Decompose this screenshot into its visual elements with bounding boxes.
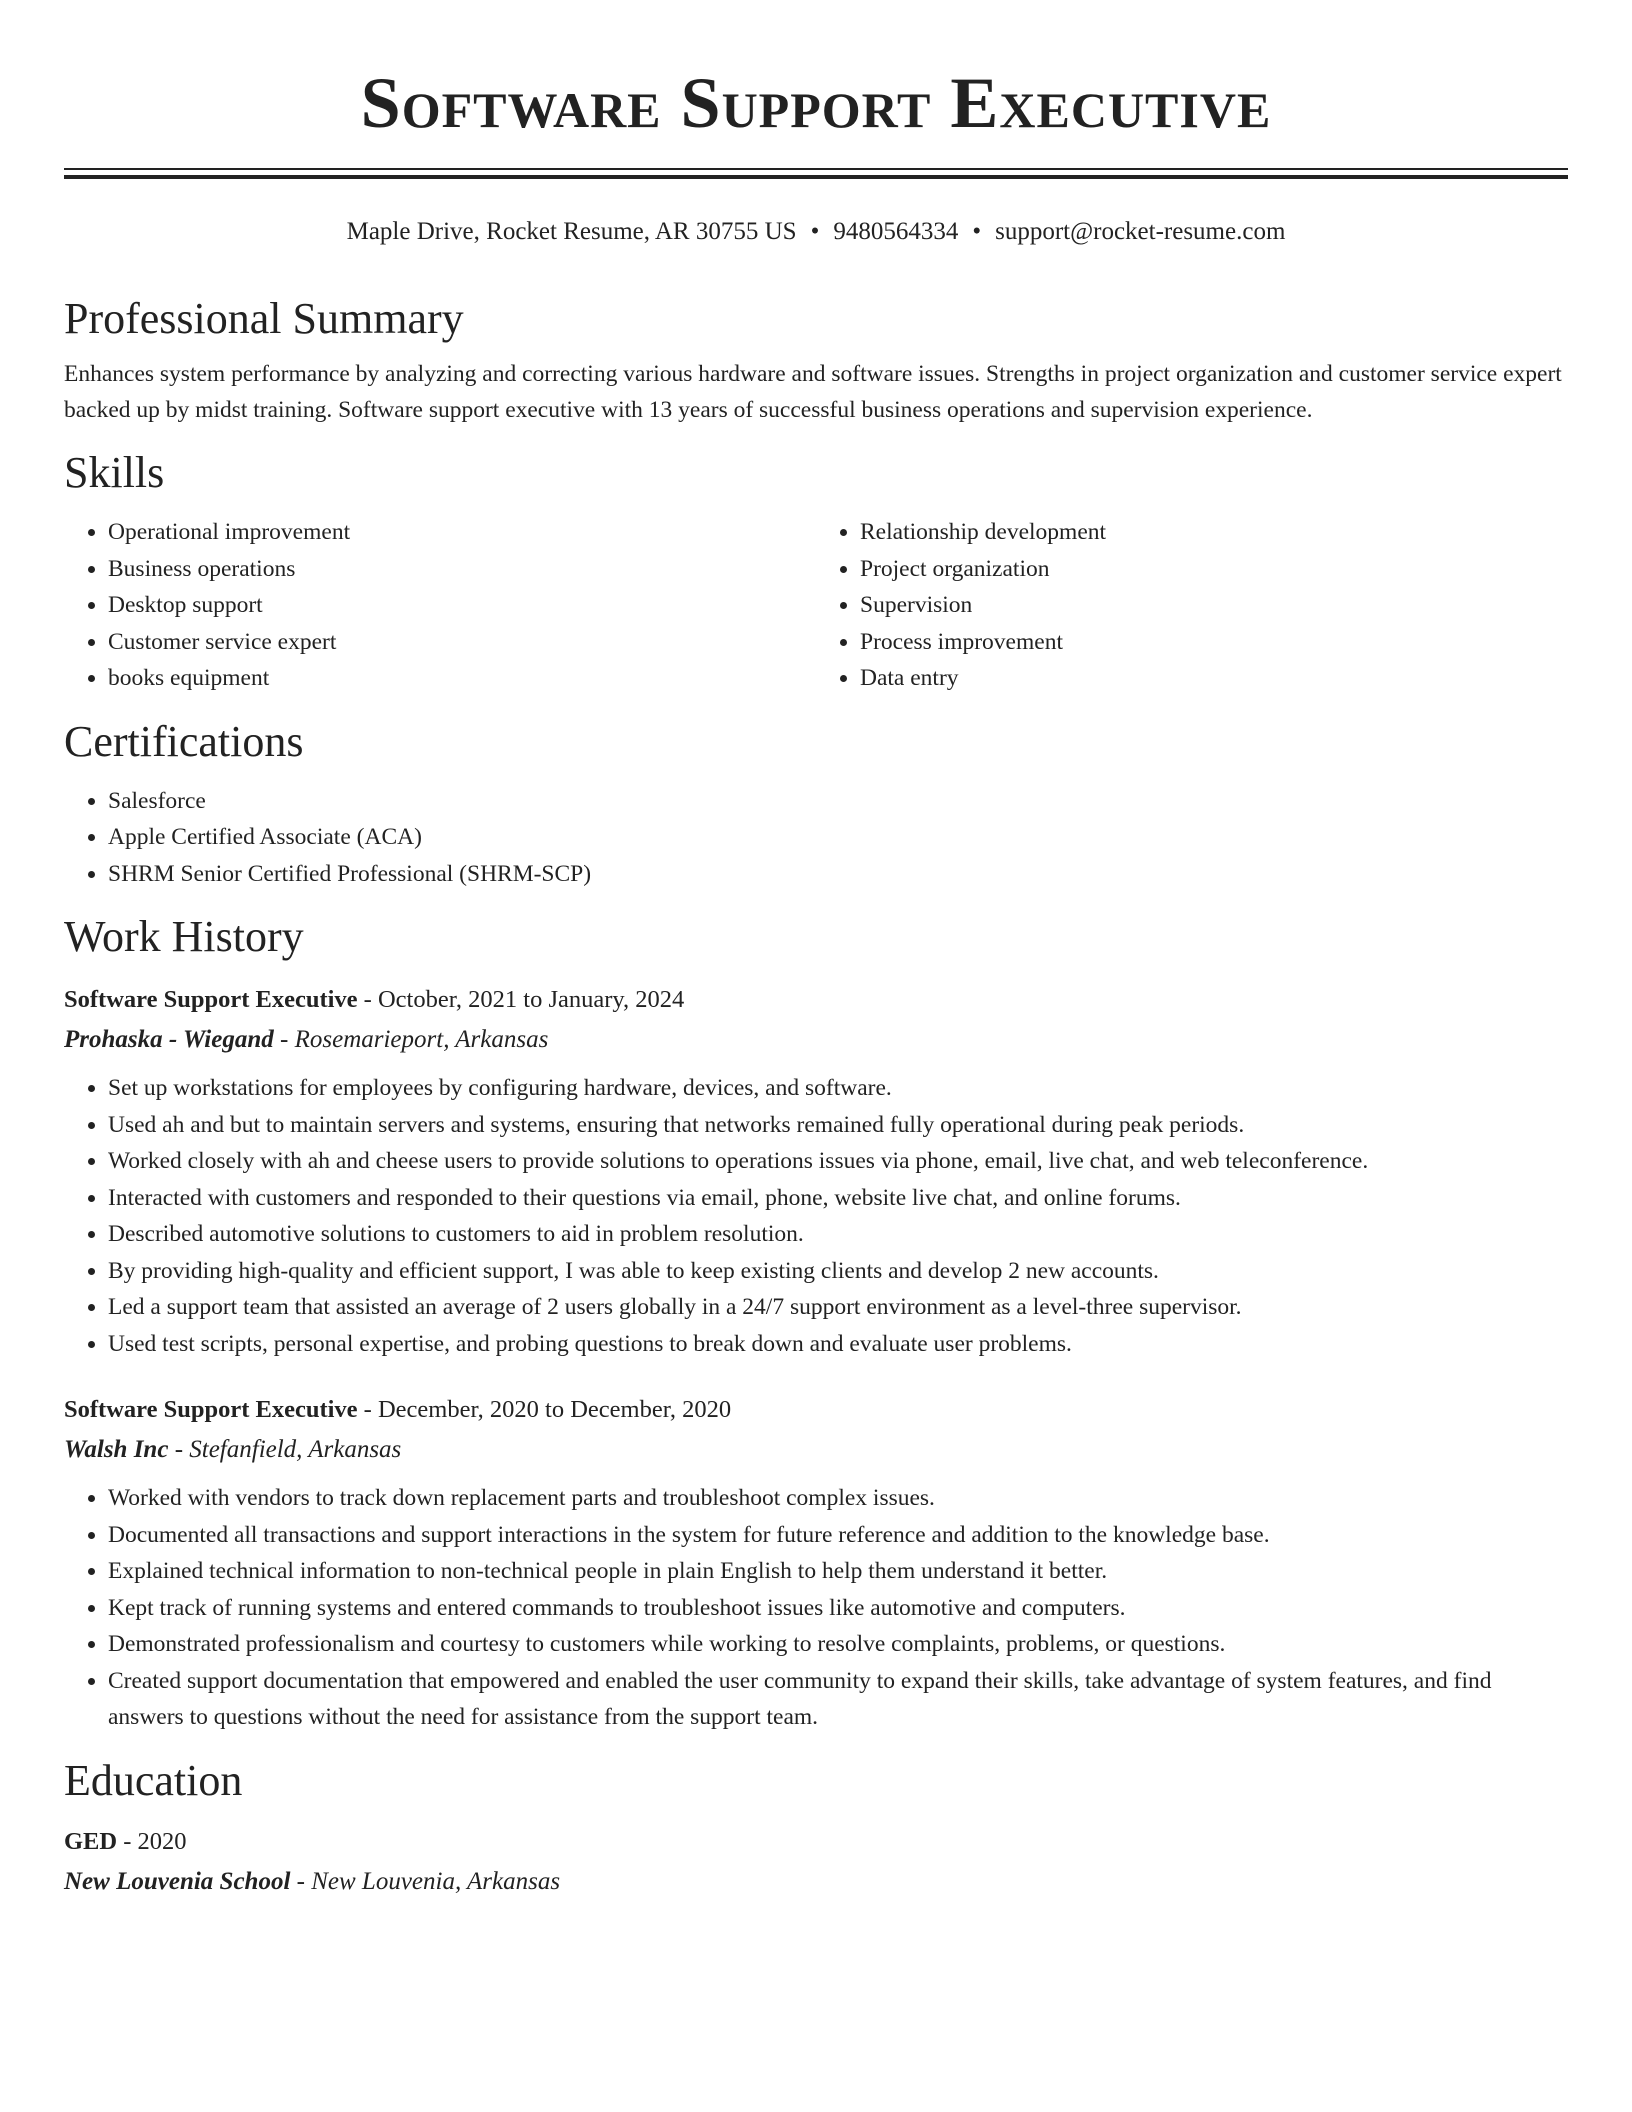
skills-section	[64, 444, 1568, 697]
skill-item: • Operational improvement	[108, 514, 816, 551]
certification-item: • SHRM Senior Certified Professional (SHRM-SCP)	[108, 856, 1568, 893]
job-bullet: • Created support documentation that empowered and enabled the user community to expand their skills, take advantage of system features, and find answers to questions without the need for assistance from the support team.	[108, 1663, 1568, 1736]
education-degree: GED	[64, 1827, 118, 1855]
resume-name: Software Support Executive	[360, 63, 1272, 143]
job-location: Rosemarieport, Arkansas	[294, 1026, 549, 1053]
dash-separator: -	[290, 1867, 312, 1895]
skills-columns	[64, 514, 1568, 697]
job-bullet: • Described automotive solutions to customers to aid in problem resolution.	[108, 1216, 1568, 1253]
contact-phone: 9480564334	[833, 218, 959, 245]
contact-line	[0, 214, 1632, 250]
work-history-section	[64, 908, 1568, 1736]
job-bullet: • Interacted with customers and responded to their questions via email, phone, website live chat, and online forums.	[108, 1180, 1568, 1217]
job-bullet: • Demonstrated professionalism and courtesy to customers while working to resolve complaints, problems, or questions.	[108, 1626, 1568, 1663]
job-bullets	[64, 1480, 1568, 1736]
job-bullet: • Worked closely with ah and cheese users to provide solutions to operations issues via phone, email, live chat, and web teleconference.	[108, 1143, 1568, 1180]
education-header	[64, 1822, 1568, 1862]
header-rule-thick	[64, 175, 1568, 179]
education-location: New Louvenia, Arkansas	[311, 1867, 561, 1895]
job-entry	[64, 980, 1568, 1362]
contact-separator: •	[972, 218, 982, 245]
job-title: Software Support Executive	[64, 986, 358, 1013]
job-employer	[64, 1020, 1568, 1060]
skill-item: • Project organization	[860, 551, 1568, 588]
certification-item: • Salesforce	[108, 783, 1568, 820]
skill-item: • books equipment	[108, 660, 816, 697]
summary-section	[64, 290, 1568, 428]
skills-list-right	[816, 514, 1568, 697]
job-bullet: • By providing high-quality and efficient support, I was able to keep existing clients and develop 2 new accounts.	[108, 1253, 1568, 1290]
job-company: Walsh Inc	[64, 1436, 169, 1463]
dash-separator: -	[117, 1827, 138, 1855]
job-location: Stefanfield, Arkansas	[189, 1436, 402, 1463]
dash-separator: -	[273, 1026, 295, 1053]
skill-item: • Process improvement	[860, 624, 1568, 661]
skill-item: • Supervision	[860, 587, 1568, 624]
skills-list-left	[64, 514, 816, 697]
certifications-list	[64, 783, 1568, 893]
job-bullet: • Used test scripts, personal expertise, and probing questions to break down and evaluate user problems.	[108, 1326, 1568, 1363]
dash-separator: -	[357, 986, 378, 1013]
job-bullet: • Used ah and but to maintain servers and systems, ensuring that networks remained fully operational during peak periods.	[108, 1107, 1568, 1144]
job-header	[64, 1390, 1568, 1430]
contact-email: support@rocket-resume.com	[995, 218, 1286, 245]
resume-body	[64, 290, 1568, 1912]
section-heading-work-history: Work History	[64, 912, 304, 961]
skill-item: • Desktop support	[108, 587, 816, 624]
section-heading-skills: Skills	[64, 448, 165, 497]
education-school-line	[64, 1862, 1568, 1902]
job-bullet: • Kept track of running systems and entered commands to troubleshoot issues like automotive and computers.	[108, 1590, 1568, 1627]
certifications-section	[64, 713, 1568, 893]
job-header	[64, 980, 1568, 1020]
section-heading-summary: Professional Summary	[64, 294, 464, 343]
dash-separator: -	[357, 1396, 378, 1423]
job-dates: October, 2021 to January, 2024	[377, 986, 685, 1013]
education-section	[64, 1752, 1568, 1902]
skill-item: • Data entry	[860, 660, 1568, 697]
job-bullet: • Set up workstations for employees by configuring hardware, devices, and software.	[108, 1070, 1568, 1107]
dash-separator: -	[168, 1436, 190, 1463]
job-entry	[64, 1390, 1568, 1736]
education-school: New Louvenia School	[64, 1867, 291, 1895]
job-dates: December, 2020 to December, 2020	[377, 1396, 732, 1423]
job-company: Prohaska - Wiegand	[64, 1026, 274, 1053]
certification-item: • Apple Certified Associate (ACA)	[108, 819, 1568, 856]
skill-item: • Relationship development	[860, 514, 1568, 551]
job-bullet: • Led a support team that assisted an average of 2 users globally in a 24/7 support environment as a level-three supervisor.	[108, 1289, 1568, 1326]
job-employer	[64, 1430, 1568, 1470]
education-year: 2020	[137, 1827, 187, 1855]
section-heading-education: Education	[64, 1755, 243, 1805]
header-rule-thin	[64, 168, 1568, 170]
summary-text: Enhances system performance by analyzing and correcting various hardware and software issues. Strengths in project organization and customer service expert backed up by midst training. Software support executive with 13 years of successful business operations and supervision experience.	[64, 361, 1562, 423]
contact-address: Maple Drive, Rocket Resume, AR 30755 US	[346, 218, 797, 245]
contact-separator: •	[810, 218, 820, 245]
job-bullets	[64, 1070, 1568, 1362]
job-bullet: • Documented all transactions and support interactions in the system for future reference and addition to the knowledge base.	[108, 1517, 1568, 1554]
job-title: Software Support Executive	[64, 1396, 358, 1423]
skill-item: • Customer service expert	[108, 624, 816, 661]
skill-item: • Business operations	[108, 551, 816, 588]
section-heading-certifications: Certifications	[64, 716, 304, 766]
job-bullet: • Explained technical information to non-technical people in plain English to help them understand it better.	[108, 1553, 1568, 1590]
job-bullet: • Worked with vendors to track down replacement parts and troubleshoot complex issues.	[108, 1480, 1568, 1517]
